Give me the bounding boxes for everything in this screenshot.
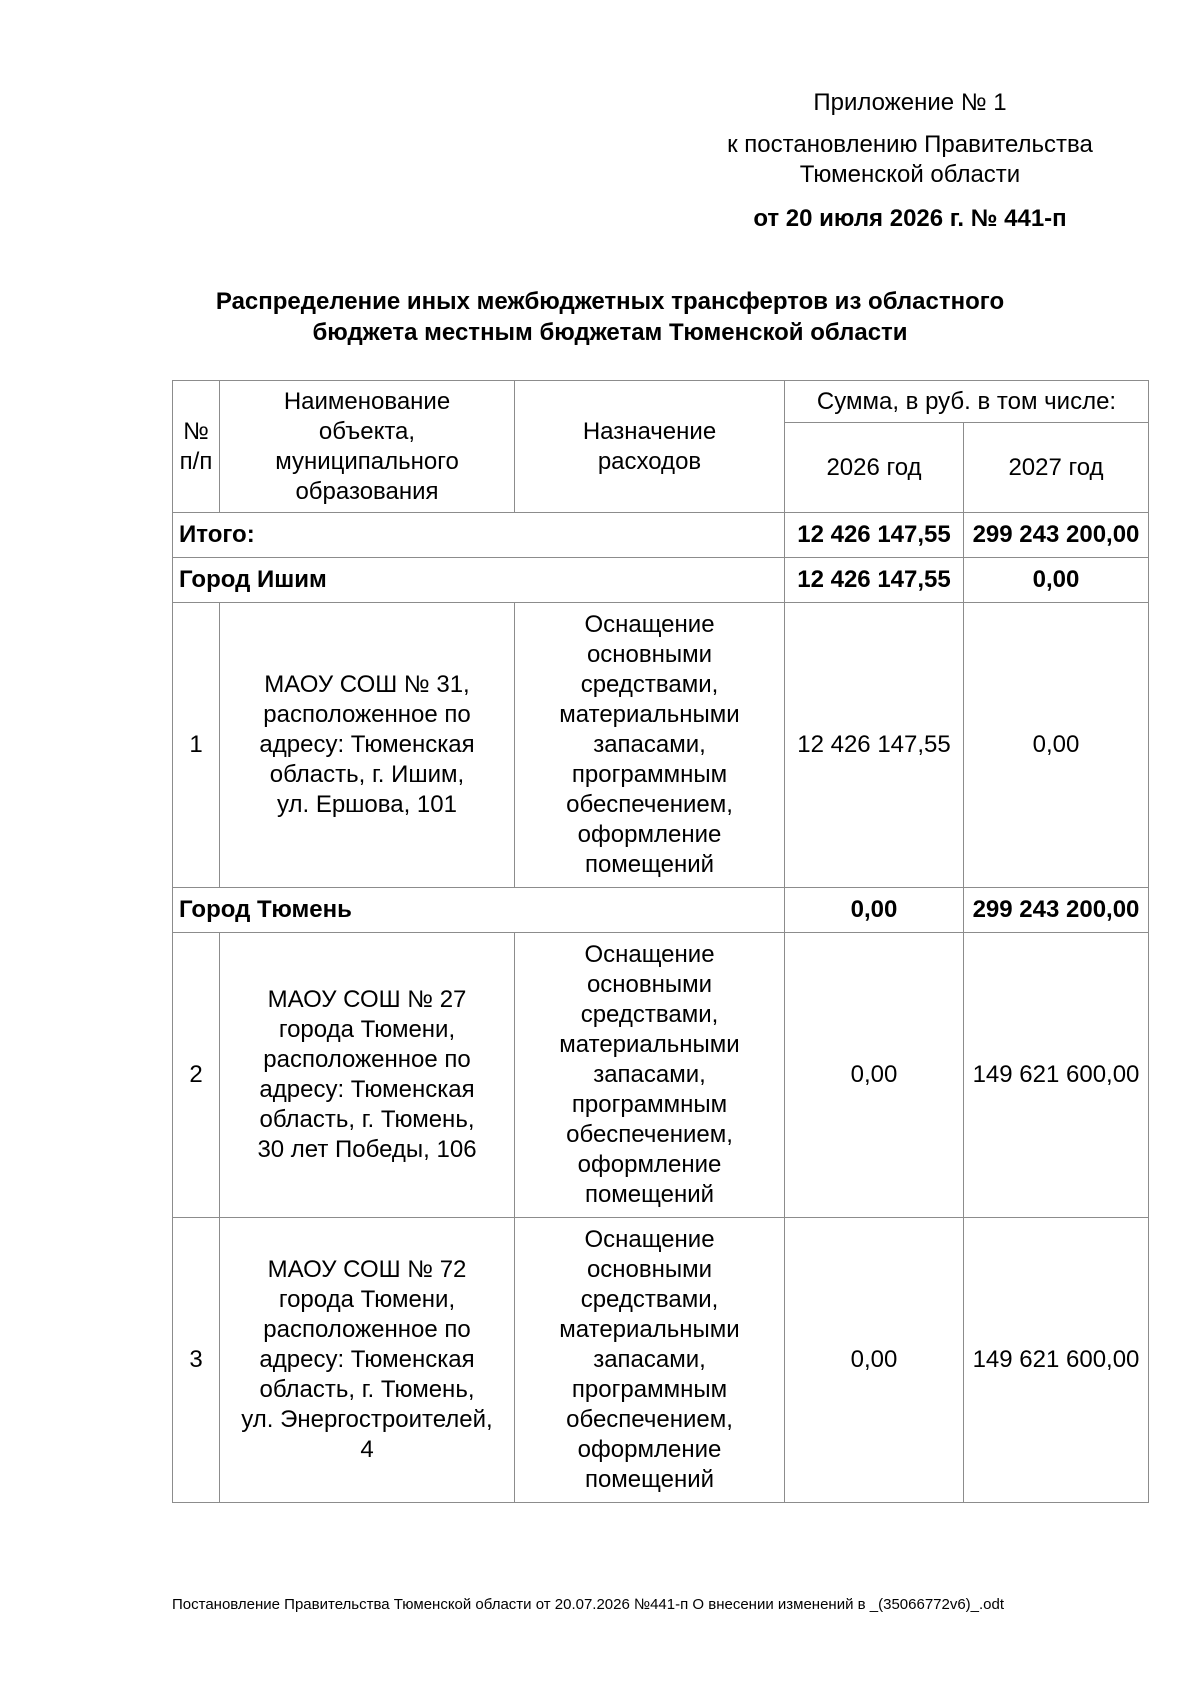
row-purpose-line: основными (586, 1256, 713, 1283)
header-purpose-line: Назначение (582, 417, 717, 445)
document-title-line: бюджета местным бюджетам Тюменской области (312, 319, 908, 346)
row-purpose-line: Оснащение (584, 941, 715, 968)
row-name-line: область, г. Тюмень, (259, 1376, 475, 1403)
row-name-line: города Тюмени, (278, 1016, 456, 1043)
page-footer: Постановление Правительства Тюменской области от 20.07.2026 №441-п О внесении изменений в _(35066772v6)_.odt (172, 1596, 1005, 1613)
header-name-line: объекта, (318, 417, 416, 445)
row-name-line: ул. Энергостроителей, (241, 1406, 493, 1433)
header-name-line: муниципального (275, 447, 459, 475)
group-row-tyumen (173, 888, 1149, 933)
row-name (220, 1218, 515, 1503)
row-purpose-line: материальными (559, 701, 740, 728)
header-sum: Сумма, в руб. в том числе: (785, 381, 1149, 423)
row-purpose-line: запасами, (593, 1346, 706, 1373)
row-purpose-line: обеспечением, (566, 1406, 733, 1433)
row-name-line: МАОУ СОШ № 31, (264, 671, 470, 698)
row-purpose-line: материальными (559, 1031, 740, 1058)
appendix-line-2: Тюменской области (799, 161, 1021, 188)
row-2027: 0,00 (964, 603, 1149, 888)
row-purpose-line: помещений (584, 1181, 715, 1208)
row-purpose (515, 603, 785, 888)
row-purpose-line: оформление (577, 821, 722, 848)
row-num: 2 (173, 933, 220, 1218)
row-purpose-line: запасами, (593, 1061, 706, 1088)
document-title (180, 286, 1040, 348)
row-num: 1 (173, 603, 220, 888)
row-name-line: адресу: Тюменская (259, 1076, 475, 1103)
total-label: Итого: (173, 513, 785, 558)
row-purpose-line: обеспечением, (566, 1121, 733, 1148)
row-2027: 149 621 600,00 (964, 933, 1149, 1218)
row-name (220, 933, 515, 1218)
header-name (220, 381, 515, 513)
row-purpose-line: помещений (584, 851, 715, 878)
row-purpose-line: запасами, (593, 731, 706, 758)
group-2027: 299 243 200,00 (964, 888, 1149, 933)
row-purpose-line: Оснащение (584, 1226, 715, 1253)
header-name-line: образования (295, 477, 439, 505)
row-purpose-line: средствами, (580, 1286, 719, 1313)
group-name: Город Тюмень (173, 888, 785, 933)
row-name-line: область, г. Ишим, (269, 761, 465, 788)
row-purpose-line: помещений (584, 1466, 715, 1493)
row-name-line: расположенное по (263, 1046, 471, 1073)
header-purpose (515, 381, 785, 513)
header-num-line: № (183, 417, 209, 445)
total-2026: 12 426 147,55 (785, 513, 964, 558)
row-purpose-line: основными (586, 641, 713, 668)
row-2026: 0,00 (785, 1218, 964, 1503)
row-name-line: МАОУ СОШ № 27 (267, 986, 467, 1013)
row-purpose-line: оформление (577, 1436, 722, 1463)
row-purpose-line: основными (586, 971, 713, 998)
header-year-2027: 2027 год (964, 423, 1149, 513)
total-row (173, 513, 1149, 558)
row-purpose-line: средствами, (580, 1001, 719, 1028)
row-name-line: расположенное по (263, 701, 471, 728)
distribution-table (172, 380, 1149, 1503)
table-row (173, 603, 1149, 888)
row-name-line: города Тюмени, (278, 1286, 456, 1313)
row-name-line: адресу: Тюменская (259, 1346, 475, 1373)
row-purpose (515, 1218, 785, 1503)
row-name-line: расположенное по (263, 1316, 471, 1343)
group-row-ishim (173, 558, 1149, 603)
row-purpose-line: обеспечением, (566, 791, 733, 818)
group-2027: 0,00 (964, 558, 1149, 603)
row-purpose-line: материальными (559, 1316, 740, 1343)
row-purpose-line: программным (571, 1376, 728, 1403)
group-name: Город Ишим (173, 558, 785, 603)
row-name-line: 4 (360, 1436, 374, 1463)
row-name-line: МАОУ СОШ № 72 (267, 1256, 467, 1283)
appendix-title: Приложение № 1 (813, 89, 1007, 116)
row-2027: 149 621 600,00 (964, 1218, 1149, 1503)
table-row (173, 1218, 1149, 1503)
total-2027: 299 243 200,00 (964, 513, 1149, 558)
row-purpose-line: оформление (577, 1151, 722, 1178)
row-name-line: область, г. Тюмень, (259, 1106, 475, 1133)
row-2026: 0,00 (785, 933, 964, 1218)
document-title-line: Распределение иных межбюджетных трансфертов из областного (215, 288, 1005, 315)
header-num-line: п/п (179, 447, 213, 475)
group-2026: 0,00 (785, 888, 964, 933)
row-name (220, 603, 515, 888)
row-purpose-line: средствами, (580, 671, 719, 698)
header-year-2026: 2026 год (785, 423, 964, 513)
header-num (173, 381, 220, 513)
row-name-line: ул. Ершова, 101 (277, 791, 457, 818)
header-purpose-line: расходов (597, 447, 702, 475)
appendix-line-1: к постановлению Правительства (727, 131, 1093, 158)
row-name-line: 30 лет Победы, 106 (257, 1136, 477, 1163)
row-num: 3 (173, 1218, 220, 1503)
table-row (173, 933, 1149, 1218)
row-purpose-line: программным (571, 761, 728, 788)
row-purpose-line: программным (571, 1091, 728, 1118)
row-purpose (515, 933, 785, 1218)
header-name-line: Наименование (283, 387, 451, 415)
row-2026: 12 426 147,55 (785, 603, 964, 888)
group-2026: 12 426 147,55 (785, 558, 964, 603)
row-name-line: адресу: Тюменская (259, 731, 475, 758)
appendix-date: от 20 июля 2026 г. № 441-п (753, 205, 1067, 232)
row-purpose-line: Оснащение (584, 611, 715, 638)
